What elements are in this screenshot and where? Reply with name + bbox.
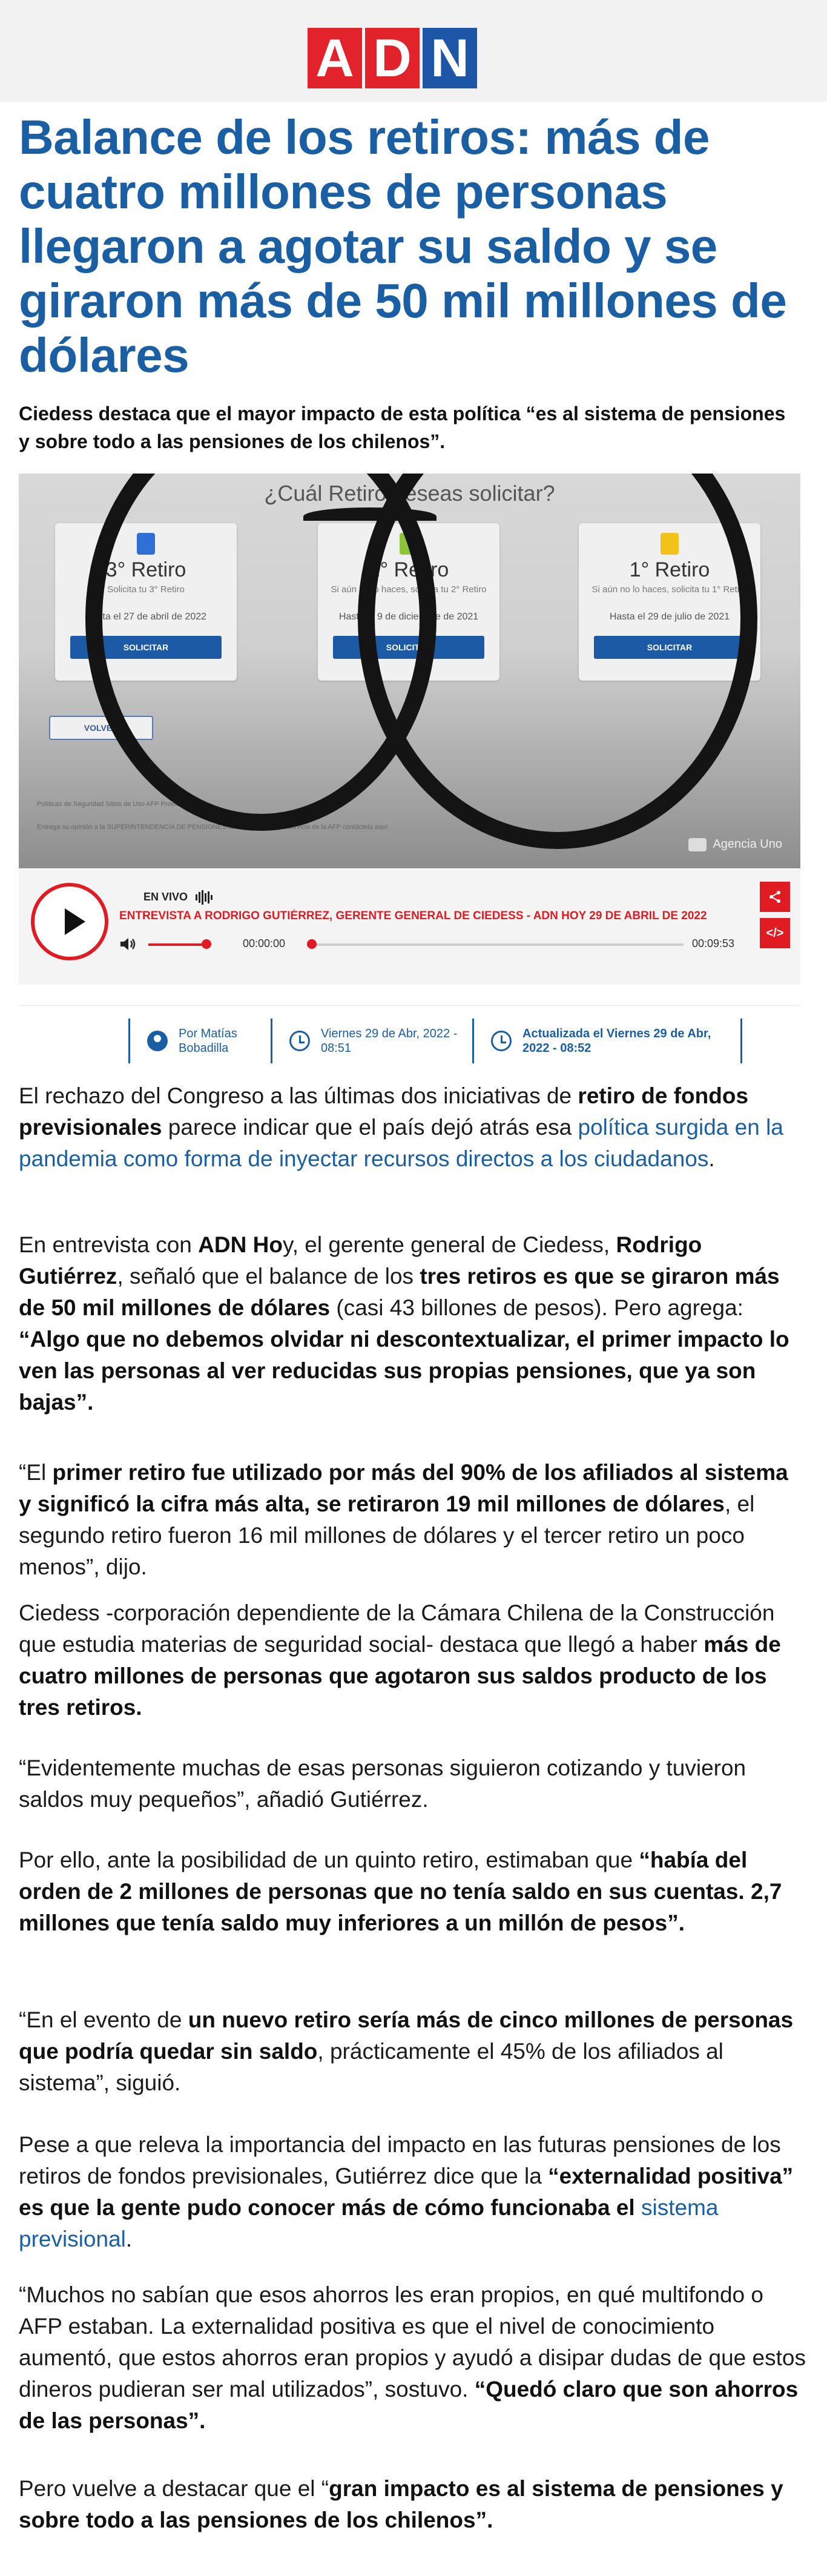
text-bold: “Algo que no debemos olvidar ni descontextualizar, el primer impacto lo ven las personas al ver reducidas sus propias pensiones, que ya son bajas”.: [19, 1327, 789, 1415]
hero-image: [19, 474, 800, 868]
live-indicator: [143, 890, 214, 905]
text-bold: “Quedó claro que son ahorros de las personas”.: [19, 2377, 799, 2433]
divider: [19, 1005, 800, 1006]
clock-icon: [491, 1031, 512, 1051]
text: “En el evento de: [19, 2007, 188, 2032]
body-paragraph-3: [19, 1457, 806, 1583]
body-paragraph-10: [19, 2473, 806, 2536]
text: , señaló que el balance de los: [117, 1264, 420, 1289]
total-time: 00:09:53: [692, 937, 735, 949]
volume-slider[interactable]: [148, 943, 209, 946]
text-bold: tres retiros es que se giraron más de 50 mil millones de dólares: [19, 1264, 780, 1320]
embed-button[interactable]: [760, 918, 790, 948]
glasses-bridge: [303, 507, 437, 526]
logo-letter-a: A: [308, 28, 362, 88]
photo-credit-text: Agencia Uno: [713, 837, 782, 851]
body-paragraph-8: [19, 2129, 806, 2255]
body-paragraph-7: [19, 2004, 806, 2099]
text-bold: un nuevo retiro sería más de cinco millones de personas que podría quedar sin saldo: [19, 2007, 794, 2064]
text: Pese a que releva la importancia del impacto en las futuras pensiones de los retiros de fondos previsionales, Gutiérrez dice que la: [19, 2132, 781, 2188]
body-paragraph-1: [19, 1080, 806, 1175]
text-bold: gran impacto es al sistema de pensiones y sobre todo a las pensiones de los chilenos”.: [19, 2476, 783, 2532]
meta-separator: [740, 1019, 742, 1063]
card-title: 3° Retiro: [105, 558, 186, 581]
text: “Muchos no sabían que esos ahorros les eran propios, en qué multifondo o AFP estaban. La externalidad positiva es que el nivel de conocimiento aumentó, que estos ahorros eran propios y ayudó a disipar dudas de que estos dineros pudieran ser mal utilizados”, sostuvo.: [19, 2282, 806, 2402]
text: El rechazo del Congreso a las últimas dos iniciativas de: [19, 1083, 578, 1108]
text-bold: más de cuatro millones de personas que agotaron sus saldos producto de los tres retiros.: [19, 1632, 781, 1720]
inline-link[interactable]: política surgida en la pandemia como forma de inyectar recursos directos a los ciudadanos: [19, 1115, 783, 1171]
photo-credit: [688, 837, 782, 851]
article-lead: Ciedess destaca que el mayor impacto de esta política “es al sistema de pensiones y sobre todo a las pensiones de los chilenos”.: [19, 403, 786, 452]
hero-fineprint: Entrega su opinión a la SUPERINTENDENCIA DE PENSIONES sobre la calidad del servicio de la AFP contáctela aquí: [37, 824, 388, 831]
logo-letter-n: N: [423, 28, 477, 88]
updated-date: Actualizada el Viernes 29 de Abr, 2022 - 08:52: [522, 1027, 711, 1055]
share-button[interactable]: [760, 882, 790, 912]
share-icon: [768, 890, 782, 904]
body-paragraph-6: [19, 1844, 806, 1939]
progress-handle[interactable]: [307, 939, 317, 949]
play-button[interactable]: [31, 883, 108, 960]
text-bold: “externalidad positiva” es que la gente pudo conocer más de cómo funcionaba el: [19, 2164, 794, 2220]
adn-logo[interactable]: [308, 28, 477, 88]
body-paragraph-4: [19, 1597, 806, 1723]
text-bold: Rodrigo Gutiérrez: [19, 1232, 702, 1289]
card-date: Hasta el 29 de julio de 2021: [609, 612, 730, 622]
track-title: ENTREVISTA A RODRIGO GUTIÉRREZ, GERENTE GENERAL DE CIEDESS - ADN HOY 29 DE ABRIL DE 2022: [119, 910, 707, 922]
progress-bar[interactable]: [308, 943, 684, 946]
text: .: [125, 2227, 133, 2251]
hero-fineprint: Políticas de Seguridad Sitios de Uso AFP Provida S.A.: [37, 801, 198, 808]
article-title: Balance de los retiros: más de cuatro millones de personas llegaron a agotar su saldo y se giraron más de 50 mil millones de dólares: [19, 110, 787, 382]
text: , prácticamente el 45% de los afiliados al sistema”, siguió.: [19, 2039, 723, 2095]
text: “El: [19, 1460, 53, 1485]
text-bold: ADN Ho: [198, 1232, 283, 1257]
text: (casi 43 billones de pesos). Pero agrega:: [330, 1295, 743, 1320]
card-solicitar-button: SOLICITAR: [333, 636, 484, 659]
play-icon: [65, 908, 85, 935]
live-label: EN VIVO: [143, 890, 188, 903]
user-icon: [147, 1031, 168, 1051]
text: En entrevista con: [19, 1232, 199, 1257]
embed-icon: </>: [766, 926, 784, 940]
glasses-lens-right: [358, 474, 757, 849]
card-title: 1° Retiro: [629, 558, 710, 581]
inline-link[interactable]: sistema previsional: [19, 2195, 719, 2251]
published-date: Viernes 29 de Abr, 2022 - 08:51: [321, 1027, 458, 1055]
text-bold: primer retiro fue utilizado por más del 90% de los afiliados al sistema y significó la cifra más alta, se retiraron 19 mil millones de dólares: [19, 1460, 788, 1516]
card-subtitle: Si aún no lo haces, solicita tu 1° Retiro: [591, 584, 748, 595]
card-date: Hasta el 9 de diciembre de 2021: [338, 612, 479, 622]
text-bold: “había del orden de 2 millones de personas que no tenía saldo en sus cuentas. 2,7 millones que tenía saldo muy inferiores a un millón de pesos”.: [19, 1848, 782, 1935]
text: .: [708, 1146, 715, 1171]
hero-screen-title: ¿Cuál Retiro deseas solicitar?: [264, 481, 555, 506]
volume-icon[interactable]: [120, 937, 136, 951]
equalizer-icon: [196, 890, 214, 905]
volver-button: VOLVER: [49, 716, 153, 740]
text: Por ello, ante la posibilidad de un quinto retiro, estimaban que: [19, 1848, 639, 1872]
meta-published: [272, 1019, 472, 1063]
card-subtitle: Si aún no lo haces, solicita tu 2° Retiro: [331, 584, 487, 595]
site-header: [0, 0, 827, 102]
text: y, el gerente general de Ciedess,: [282, 1232, 616, 1257]
text: parece indicar que el país dejó atrás esa: [162, 1115, 578, 1140]
current-time: 00:00:00: [243, 937, 286, 949]
camera-icon: [688, 838, 707, 851]
card-solicitar-button: SOLICITAR: [594, 636, 745, 659]
author-name[interactable]: Por Matías Bobadilla: [179, 1027, 237, 1055]
body-paragraph-5: “Evidentemente muchas de esas personas siguieron cotizando y tuvieron saldos muy pequeños”, añadió Gutiérrez.: [19, 1755, 746, 1812]
text-bold: retiro de fondos previsionales: [19, 1083, 749, 1140]
text: Pero vuelve a destacar que el “: [19, 2476, 329, 2501]
meta-updated: [474, 1019, 740, 1063]
clock-icon: [289, 1031, 310, 1051]
audio-player: [19, 870, 800, 985]
body-paragraph-2: [19, 1229, 806, 1418]
volume-slider-handle[interactable]: [202, 939, 211, 949]
card-solicitar-button: SOLICITAR: [70, 636, 222, 659]
text: , el segundo retiro fueron 16 mil millones de dólares y el tercer retiro un poco menos”, dijo.: [19, 1491, 755, 1579]
meta-author: [130, 1019, 271, 1063]
card-date: Hasta el 27 de abril de 2022: [85, 612, 207, 622]
article-meta: [128, 1019, 742, 1063]
body-paragraph-9: [19, 2279, 806, 2437]
logo-letter-d: D: [365, 28, 420, 88]
card-title: 2° Retiro: [368, 558, 449, 581]
text: Ciedess -corporación dependiente de la Cámara Chilena de la Construcción que estudia materias de seguridad social- destaca que llegó a haber: [19, 1600, 775, 1657]
card-subtitle: Solicita tu 3° Retiro: [107, 584, 185, 595]
